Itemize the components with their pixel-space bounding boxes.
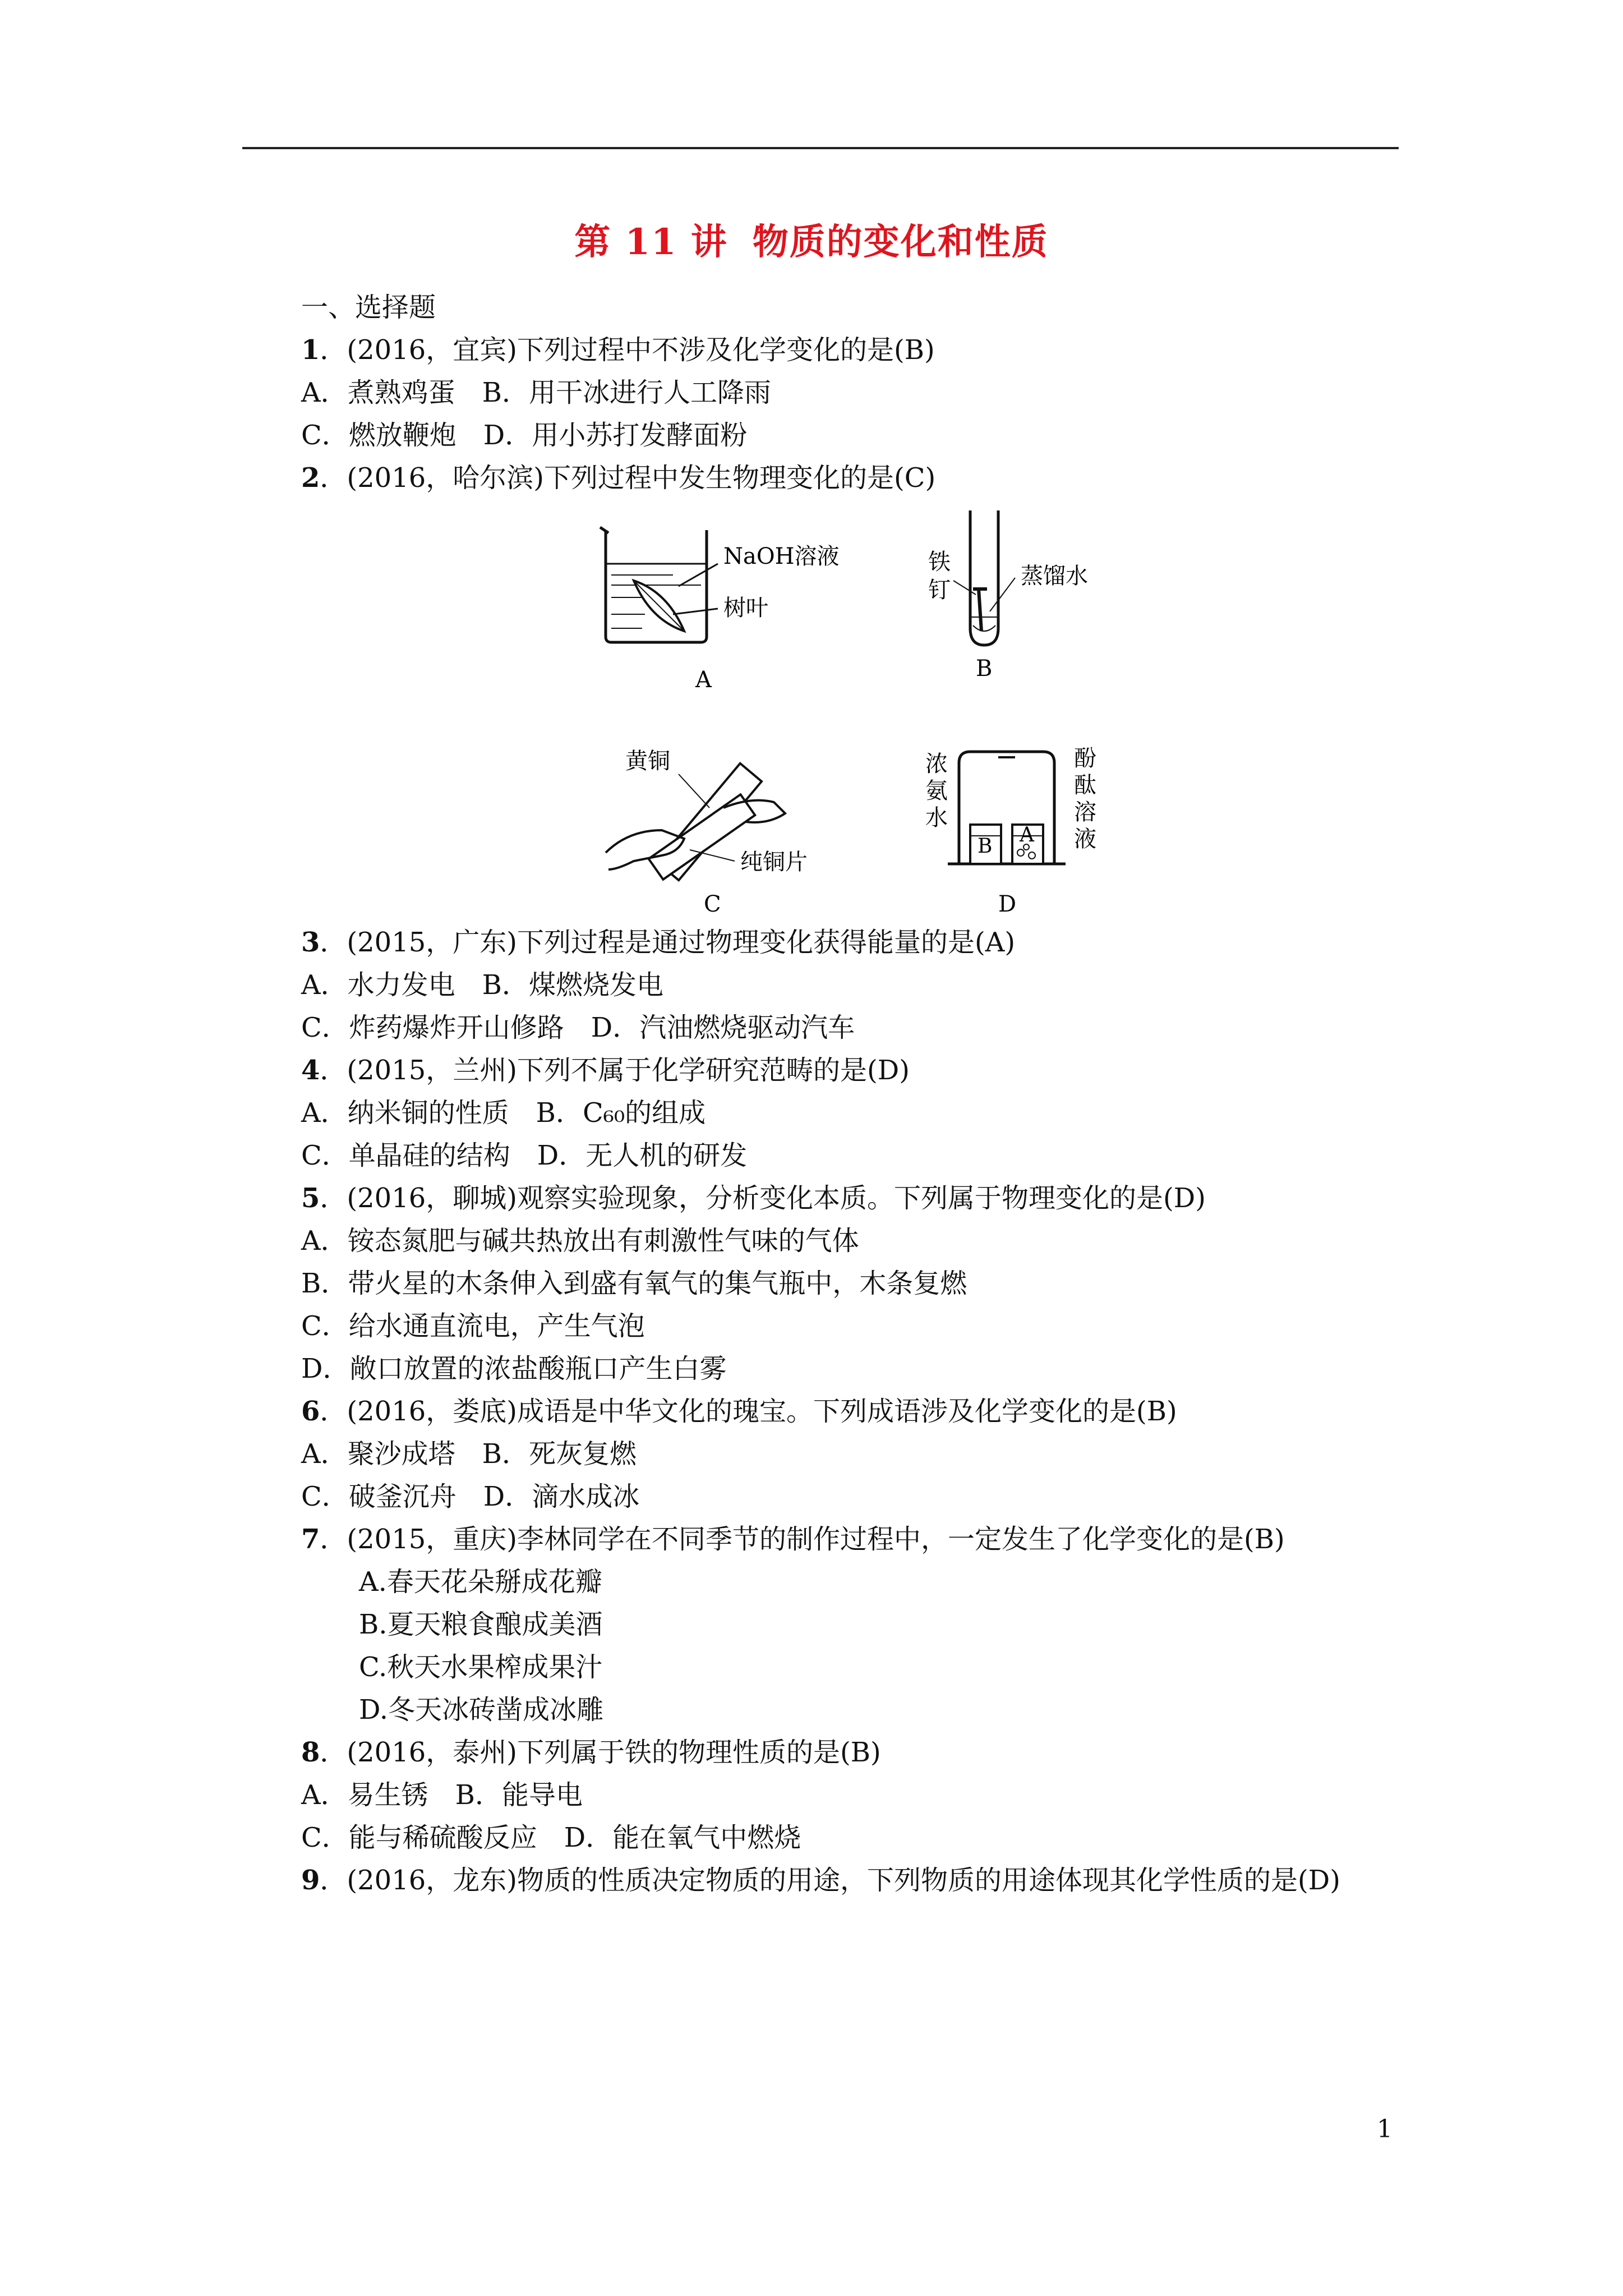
question-line-q8 [301,1736,881,1769]
question-text: C．单晶硅的结构 D．无人机的研发 [301,1140,748,1171]
question-text: ．(2016，宜宾)下列过程中不涉及化学变化的是(B) [320,334,935,366]
question-text: A.春天花朵掰成花瓣 [359,1566,602,1598]
question-text: A．水力发电 B．煤燃烧发电 [301,969,663,1001]
question-line-q7-c [359,1650,602,1684]
label-copper: 纯铜片 [740,849,808,875]
question-line-q3-ab [301,968,663,1002]
question-text: A．聚沙成塔 B．死灰复燃 [301,1438,637,1470]
question-text: ．(2016，龙东)物质的性质决定物质的用途，下列物质的用途体现其化学性质的是(D) [320,1865,1340,1896]
label-ammonia-1: 浓 [925,751,948,777]
question-text: ．(2015，重庆)李林同学在不同季节的制作过程中，一定发生了化学变化的是(B) [320,1524,1285,1555]
question-line-q5-a [301,1224,859,1258]
question-text: A．纳米铜的性质 B．C₆₀的组成 [301,1097,706,1129]
label-phenol-2: 酞 [1074,772,1096,798]
question-text: C．炸药爆炸开山修路 D．汽油燃烧驱动汽车 [301,1012,855,1043]
label-distilled-water: 蒸馏水 [1021,563,1088,589]
label-ammonia-3: 水 [925,805,948,831]
page-title [0,213,1623,265]
question-number: 1 [301,334,320,366]
label-iron-nail-1: 铁 [928,549,951,575]
label-phenol-1: 酚 [1074,746,1096,771]
question-text: A．铵态氮肥与碱共热放出有刺激性气味的气体 [301,1225,859,1257]
question-number: 2 [301,462,320,494]
lecture-number: 第 11 讲 [574,221,728,263]
label-ammonia-2: 氨 [925,778,948,804]
question-line-q4 [301,1053,910,1087]
question-line-q1-ab [301,376,771,409]
label-leaf: 树叶 [723,595,768,621]
figure-c [594,740,886,922]
question-text: C.秋天水果榨成果汁 [359,1651,603,1683]
question-text: ．(2016，哈尔滨)下列过程中发生物理变化的是(C) [320,462,936,494]
figure-d [914,740,1127,928]
question-line-q8-cd [301,1821,801,1855]
fig-c-label: C [704,891,721,917]
question-text: D.冬天冰砖凿成冰雕 [359,1694,604,1726]
question-text: C．能与稀硫酸反应 D．能在氧气中燃烧 [301,1822,801,1853]
question-text: ．(2016，泰州)下列属于铁的物理性质的是(B) [320,1737,881,1768]
label-iron-nail-2: 钉 [928,577,951,603]
question-text: ．(2015，兰州)下列不属于化学研究范畴的是(D) [320,1055,910,1086]
question-line-q4-ab [301,1096,706,1130]
question-line-q6-cd [301,1480,639,1513]
question-text: C．燃放鞭炮 D．用小苏打发酵面粉 [301,420,748,451]
question-number: 8 [301,1737,320,1768]
question-number: 6 [301,1396,320,1427]
question-text: A．易生锈 B．能导电 [301,1779,583,1811]
question-text: ．(2016，娄底)成语是中华文化的瑰宝。下列成语涉及化学变化的是(B) [320,1396,1177,1427]
question-line-q5-b [301,1267,967,1300]
question-number: 9 [301,1865,320,1896]
question-line-q1 [301,333,935,367]
fig-b-label: B [976,656,993,682]
label-phenol-4: 液 [1074,826,1096,852]
fig-a-label: A [695,667,712,693]
page-number: 1 [1377,2115,1393,2143]
header-rule [242,147,1399,149]
question-text: ．(2015，广东)下列过程是通过物理变化获得能量的是(A) [320,927,1016,958]
question-line-q2 [301,461,935,495]
question-line-q6 [301,1395,1177,1428]
question-number: 4 [301,1055,320,1086]
question-line-q3-cd [301,1011,855,1045]
label-phenol-3: 溶 [1074,799,1096,825]
question-text: D．敞口放置的浓盐酸瓶口产生白雾 [301,1353,727,1384]
figure-b [920,505,1144,687]
section-heading: 一、选择题 [301,292,436,323]
figure-a [589,519,869,701]
question-line-q5-d [301,1352,727,1386]
question-line-q6-ab [301,1437,637,1471]
question-text: C．给水通直流电，产生气泡 [301,1310,645,1342]
question-number: 3 [301,927,320,958]
question-line-q9 [301,1864,1340,1897]
question-line-q3 [301,926,1015,959]
question-text: B．带火星的木条伸入到盛有氧气的集气瓶中，木条复燃 [301,1268,967,1299]
question-line-q7 [301,1522,1285,1556]
question-line-q8-ab [301,1778,583,1812]
question-line-q7-b [359,1608,603,1641]
question-line-q5 [301,1181,1206,1215]
label-naoh: NaOH溶液 [723,544,840,569]
fig-d-label: D [998,891,1017,917]
question-line-q7-d [359,1693,603,1727]
question-line-q7-a [359,1565,602,1599]
question-line-q4-cd [301,1139,747,1172]
beaker-a-label: A [1020,823,1034,846]
question-text: B.夏天粮食酿成美酒 [359,1609,603,1640]
question-line-q5-c [301,1309,645,1343]
beaker-b-label: B [978,835,993,858]
label-brass: 黄铜 [625,748,670,774]
lecture-topic: 物质的变化和性质 [752,221,1049,263]
question-text: A．煮熟鸡蛋 B．用干冰进行人工降雨 [301,377,771,408]
question-number: 7 [301,1524,320,1555]
question-text: C．破釜沉舟 D．滴水成冰 [301,1481,640,1512]
question-number: 5 [301,1182,320,1214]
question-text: ．(2016，聊城)观察实验现象，分析变化本质。下列属于物理变化的是(D) [320,1182,1206,1214]
question-line-q1-cd [301,418,747,452]
